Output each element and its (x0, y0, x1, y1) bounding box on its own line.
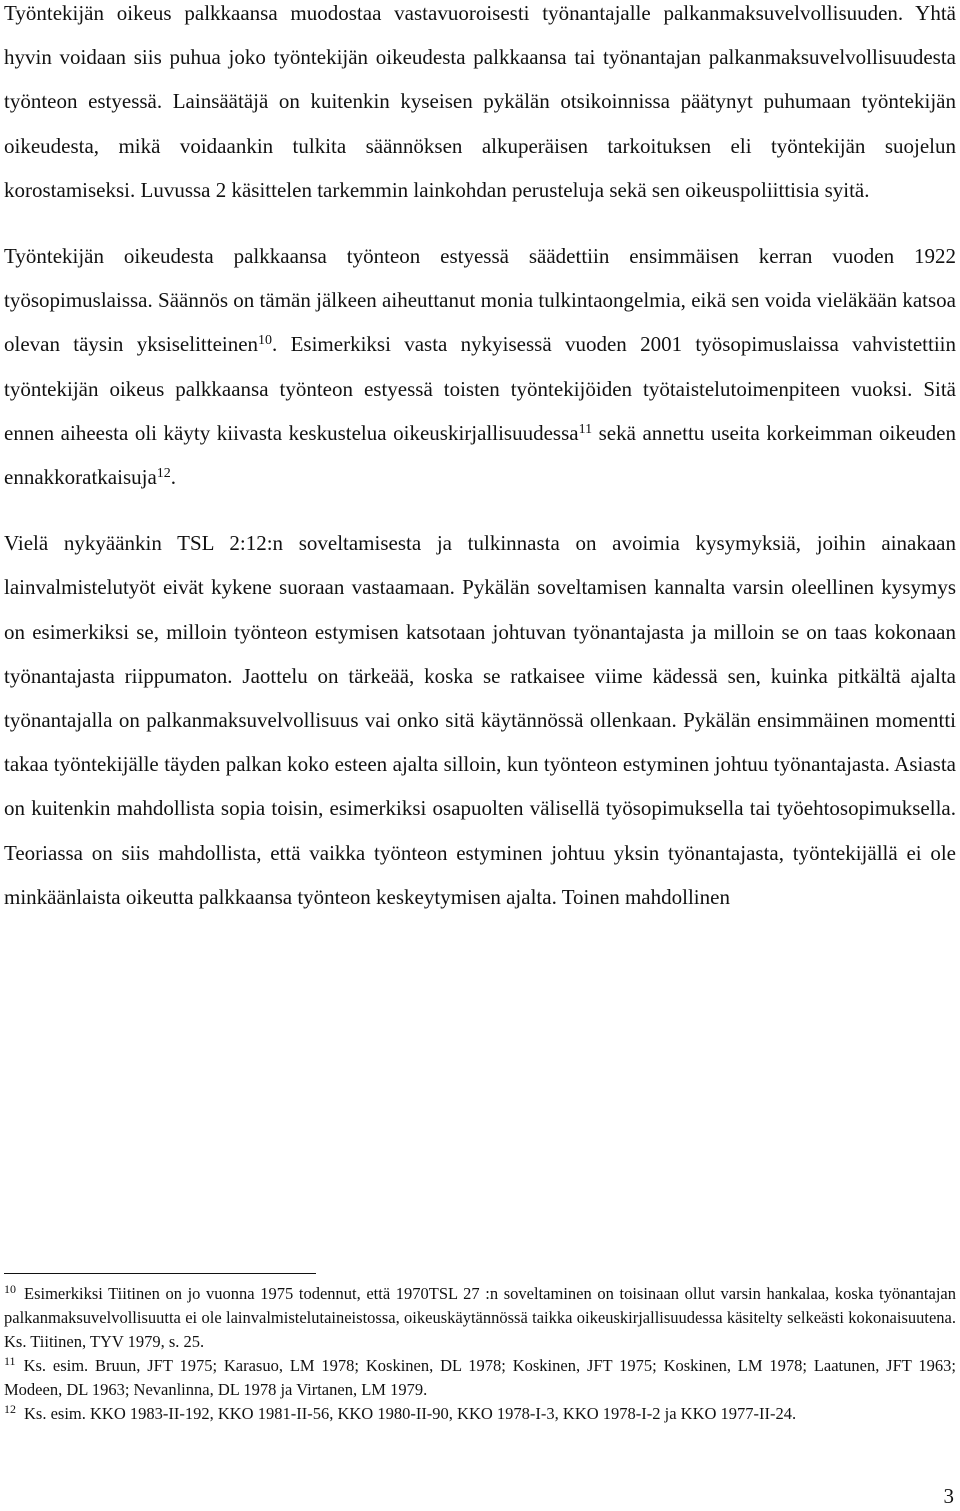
footnote-12 (4, 1402, 956, 1426)
body-paragraph-2 (4, 234, 956, 499)
footnotes-section (4, 1282, 956, 1426)
paragraph-text: Työntekijän oikeudesta palkkaansa työnteon estyessä säädettiin ensimmäisen kerran vuoden 1922 työsopimuslaissa. Säännös on tämän jälkeen aiheuttanut monia tulkintaongelmia, eikä sen voida vieläkään katsoa olevan täysin yksiselitteinen (4, 244, 956, 357)
footnote-11 (4, 1354, 956, 1402)
footnote-text: Ks. esim. Bruun, JFT 1975; Karasuo, LM 1978; Koskinen, DL 1978; Koskinen, JFT 1975; Koskinen, LM 1978; Laatunen, JFT 1963; Modeen, DL 1963; Nevanlinna, DL 1978 ja Virtanen, LM 1979. (4, 1356, 956, 1399)
document-page (4, 0, 956, 919)
paragraph-text: . Esimerkiksi vasta nykyisessä vuoden 2001 työsopimuslaissa vahvistettiin työntekijän oikeus palkkaansa työnteon estyessä toisten työntekijöiden työtaistelutoimenpiteen vuoksi. Sitä ennen aiheesta oli käyty kiivasta keskustelua oikeuskirjallisuudessa (4, 332, 956, 445)
footnote-reference-12[interactable]: 12 (156, 466, 171, 482)
footnote-10 (4, 1282, 956, 1354)
footnote-separator (4, 1273, 316, 1274)
footnote-text: Esimerkiksi Tiitinen on jo vuonna 1975 todennut, että 1970TSL 27 :n soveltaminen on toisinaan ollut varsin hankalaa, koska työnantajan palkanmaksuvelvollisuutta ei ole lainvalmistelutaineistossa, oikeuskäytännössä taikka oikeuskirjallisuudessa käsitelty selkeästi kokonaisuutena. Ks. Tiitinen, TYV 1979, s. 25. (4, 1284, 956, 1351)
footnote-reference-11[interactable]: 11 (578, 421, 593, 437)
footnote-number: 11 (4, 1354, 16, 1368)
footnote-reference-10[interactable]: 10 (258, 333, 273, 349)
paragraph-text: Vielä nykyäänkin TSL 2:12:n soveltamisesta ja tulkinnasta on avoimia kysymyksiä, joihin ainakaan lainvalmistelutyöt eivät kykene suoraan vastaamaan. Pykälän soveltamisen kannalta varsin oleellinen kysymys on esimerkiksi se, milloin työnteon estymisen katsotaan johtuvan työnantajasta ja milloin se on taas kokonaan työnantajasta riippumaton. Jaottelu on tärkeää, koska se ratkaisee viime kädessä sen, kuinka pitkältä ajalta työnantajalla on palkanmaksuvelvollisuus vai onko sitä käytännössä ollenkaan. Pykälän ensimmäinen momentti takaa työntekijälle täyden palkan koko esteen ajalta silloin, kun työnteon estyminen johtuu työnantajasta. Asiasta on kuitenkin mahdollista sopia toisin, esimerkiksi osapuolten välisellä työsopimuksella tai työehtosopimuksella. Teoriassa on siis mahdollista, että vaikka työnteon estyminen johtuu yksin työnantajasta, työntekijällä ei ole minkäänlaista oikeutta palkkaansa työnteon keskeytymisen ajalta. Toinen mahdollinen (4, 531, 956, 909)
paragraph-text: Työntekijän oikeus palkkaansa muodostaa vastavuoroisesti työnantajalle palkanmaksuvelvollisuuden. Yhtä hyvin voidaan siis puhua joko työntekijän oikeudesta palkkaansa tai työnantajan palkanmaksuvelvollisuudesta työnteon estyessä. Lainsäätäjä on kuitenkin kyseisen pykälän otsikoinnissa päätynyt puhumaan työntekijän oikeudesta, mikä voidaankin tulkita säännöksen alkuperäisen tarkoituksen eli työntekijän suojelun korostamiseksi. Luvussa 2 käsittelen tarkemmin lainkohdan perusteluja sekä sen oikeuspoliittisia syitä. (4, 1, 956, 202)
paragraph-text: sekä annettu useita korkeimman oikeuden ennakkoratkaisuja (4, 420, 956, 490)
body-paragraph-1 (4, 0, 956, 212)
body-paragraph-3 (4, 521, 956, 919)
footnote-text: Ks. esim. KKO 1983-II-192, KKO 1981-II-56, KKO 1980-II-90, KKO 1978-I-3, KKO 1978-I-2 ja KKO 1977-II-24. (24, 1404, 797, 1423)
page-number: 3 (943, 1484, 954, 1508)
paragraph-text: . (170, 465, 177, 490)
footnote-number: 12 (4, 1402, 16, 1416)
footnote-number: 10 (4, 1282, 16, 1296)
